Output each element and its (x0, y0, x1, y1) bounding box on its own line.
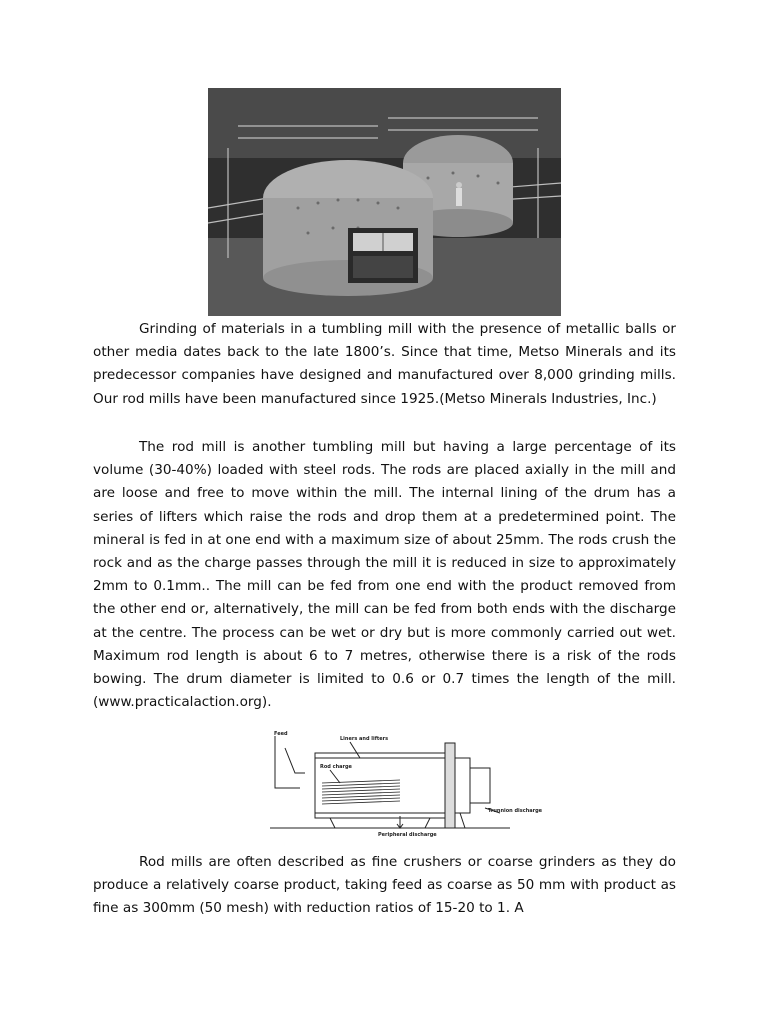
diagram-label-liners: Liners and lifters (340, 736, 389, 742)
rod-mills-photo (208, 88, 561, 316)
rod-mill-diagram-drawing (260, 728, 543, 846)
paragraph-text: Rod mills are often described as fine crushers or coarse grinders as they do produce a relatively coarse product, taking feed as coarse as 50 mm with product as fine as 300mm (50 mesh) with reduction ratios of 15-20 to 1. A (93, 854, 676, 917)
paragraph-grinding-history (93, 318, 676, 411)
rod-mills-photo-drawing (208, 88, 561, 316)
diagram-label-trunnion: Trunnion discharge (488, 808, 543, 814)
rod-mill-diagram (260, 728, 543, 846)
diagram-label-feed: Feed (274, 731, 288, 737)
diagram-label-rod-charge: Rod charge (320, 764, 352, 770)
diagram-label-peripheral: Peripheral discharge (378, 832, 437, 838)
paragraph-rod-mill-product (93, 851, 676, 921)
paragraph-text: The rod mill is another tumbling mill but having a large percentage of its volume (30-40%) loaded with steel rods. The rods are placed axially in the mill and are loose and free to move within the mill. The internal lining of the drum has a series of lifters which raise the rods and drop them at a predetermined point. The mineral is fed in at one end with a maximum size of about 25mm. The rods crush the rock and as the charge passes through the mill it is reduced in size to approximately 2mm to 0.1mm.. The mill can be fed from one end with the product removed from the other end or, alternatively, the mill can be fed from both ends with the discharge at the centre. The process can be wet or dry but is more commonly carried out wet. Maximum rod length is about 6 to 7 metres, otherwise there is a risk of the rods bowing. The drum diameter is limited to 0.6 or 0.7 times the length of the mill.(www.practicalaction.org). (93, 439, 676, 711)
paragraph-rod-mill-description (93, 436, 676, 714)
paragraph-text: Grinding of materials in a tumbling mill with the presence of metallic balls or other media dates back to the late 1800’s. Since that time, Metso Minerals and its predecessor companies have designed and manufactured over 8,000 grinding mills. Our rod mills have been manufactured since 1925.(Metso Minerals Industries, Inc.) (93, 321, 676, 407)
